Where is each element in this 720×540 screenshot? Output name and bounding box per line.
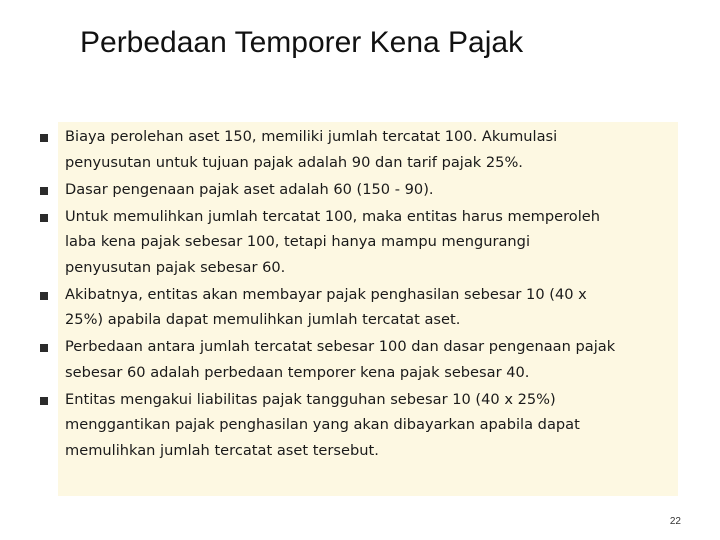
square-bullet-icon bbox=[40, 292, 48, 300]
square-bullet-icon bbox=[40, 214, 48, 222]
bullet-line: memulihkan jumlah tercatat aset tersebut. bbox=[65, 441, 379, 459]
slide-title: Perbedaan Temporer Kena Pajak bbox=[80, 26, 524, 59]
bullet-line: sebesar 60 adalah perbedaan temporer kena pajak sebesar 40. bbox=[65, 363, 530, 381]
bullet-line: penyusutan pajak sebesar 60. bbox=[65, 258, 286, 276]
bullet-line: Untuk memulihkan jumlah tercatat 100, maka entitas harus memperoleh bbox=[65, 207, 601, 225]
bullet-line: Biaya perolehan aset 150, memiliki jumlah tercatat 100. Akumulasi bbox=[65, 128, 558, 145]
bullet-line: Entitas mengakui liabilitas pajak tangguhan sebesar 10 (40 x 25%) bbox=[65, 390, 556, 408]
bullet-item-2 bbox=[0, 177, 680, 203]
bullet-item-6 bbox=[0, 387, 680, 464]
bullet-item-3 bbox=[0, 204, 680, 281]
bullet-item-4 bbox=[0, 282, 680, 333]
square-bullet-icon bbox=[40, 134, 48, 142]
bullet-line: 25%) apabila dapat memulihkan jumlah tercatat aset. bbox=[65, 311, 461, 328]
bullet-item-5 bbox=[0, 334, 680, 385]
bullet-line: menggantikan pajak penghasilan yang akan dibayarkan apabila dapat bbox=[65, 416, 580, 433]
square-bullet-icon bbox=[40, 397, 48, 405]
bullet-item-1 bbox=[0, 124, 680, 175]
bullet-line: Dasar pengenaan pajak aset adalah 60 (150 - 90). bbox=[65, 180, 434, 198]
bullet-line: laba kena pajak sebesar 100, tetapi hanya mampu mengurangi bbox=[65, 233, 530, 250]
bullet-list bbox=[0, 124, 680, 465]
bullet-line: penyusutan untuk tujuan pajak adalah 90 dan tarif pajak 25%. bbox=[65, 153, 523, 171]
bullet-line: Akibatnya, entitas akan membayar pajak penghasilan sebesar 10 (40 x bbox=[65, 285, 587, 303]
bullet-line: Perbedaan antara jumlah tercatat sebesar 100 dan dasar pengenaan pajak bbox=[65, 338, 616, 355]
square-bullet-icon bbox=[40, 344, 48, 352]
square-bullet-icon bbox=[40, 187, 48, 195]
page-number: 22 bbox=[669, 516, 681, 527]
